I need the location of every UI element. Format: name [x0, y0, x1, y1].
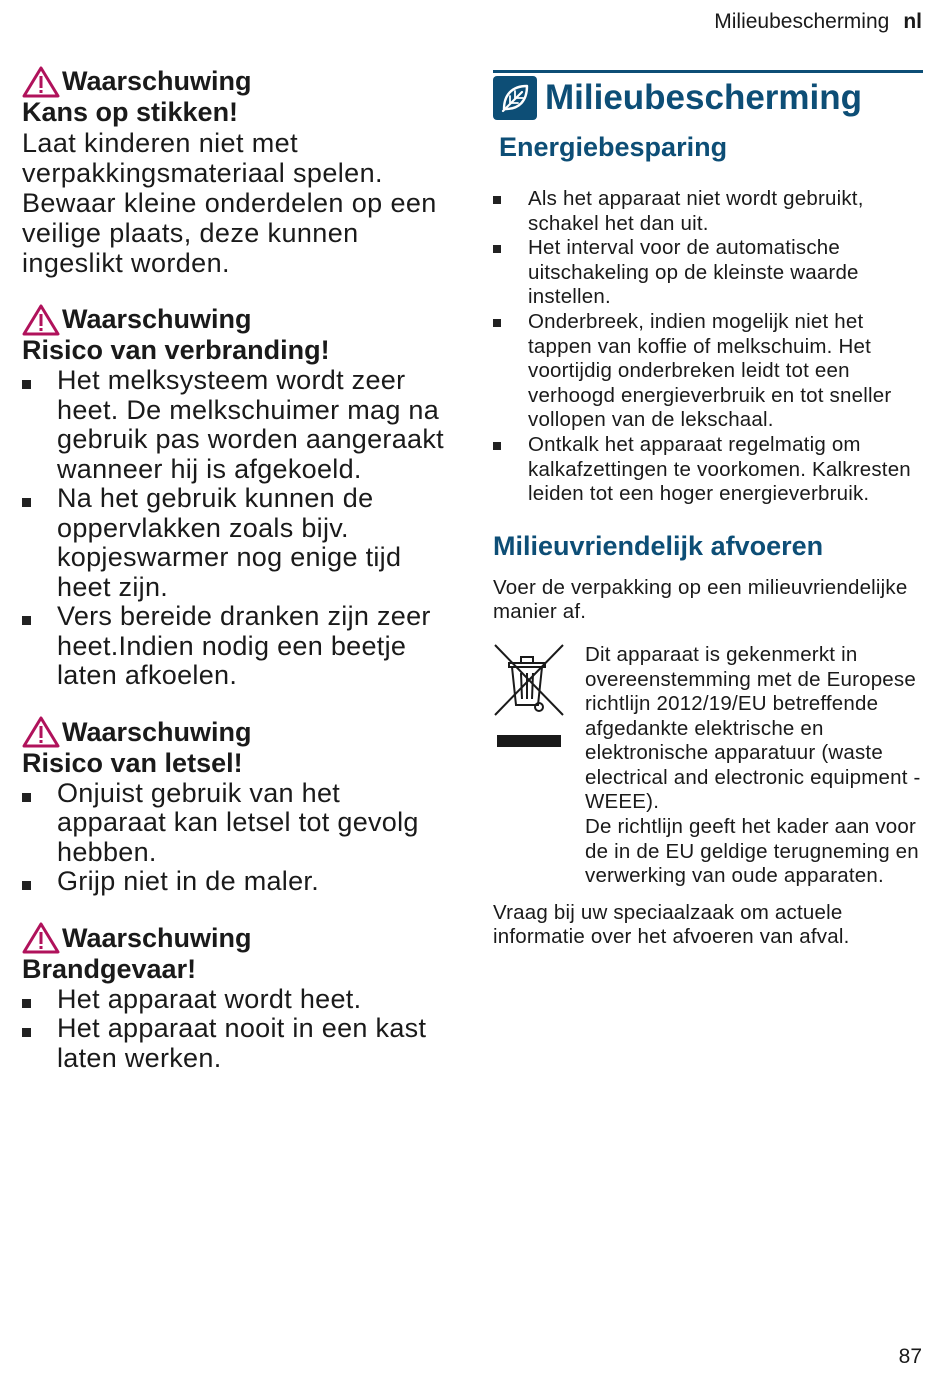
header-section: Milieubescherming	[714, 10, 890, 33]
warning-list	[22, 985, 452, 1074]
section-rule	[493, 70, 923, 73]
page-header	[714, 10, 922, 34]
warning-subtitle: Kans op stikken!	[22, 97, 239, 127]
header-lang: nl	[903, 10, 922, 33]
environment-column	[493, 70, 923, 950]
list-item: Onderbreek, indien mogelijk niet het tappen van koffie of melkschuim. Het voortijdig onderbreken leidt tot een verhoogd energieverbruik en tot sneller vollopen van de lekschaal.	[493, 310, 923, 433]
warning-subtitle: Risico van letsel!	[22, 747, 243, 778]
weee-paragraph: De richtlijn geeft het kader aan voor de in de EU geldige terugneming en verwerking van oude apparaten.	[585, 815, 919, 888]
energy-list	[493, 187, 923, 507]
warning-title: Waarschuwing	[22, 923, 452, 954]
warning-triangle-icon	[22, 304, 60, 336]
warning-block-fire	[22, 923, 452, 1074]
warning-title: Waarschuwing	[22, 304, 452, 335]
list-item: Als het apparaat niet wordt gebruikt, schakel het dan uit.	[493, 187, 923, 236]
warning-block-burn	[22, 304, 452, 691]
disposal-title: Milieuvriendelijk afvoeren	[493, 530, 824, 561]
warning-list	[22, 779, 452, 897]
section-title: Milieubescherming	[545, 78, 863, 117]
list-item: Grijp niet in de maler.	[22, 867, 452, 897]
weee-paragraph: Dit apparaat is gekenmerkt in overeenstemming met de Europese richtlijn 2012/19/EU betreffende afgedankte elektrische en elektronische apparatuur (waste electrical and electronic equipment - WEEE).	[585, 642, 921, 814]
list-item: Ontkalk het apparaat regelmatig om kalkafzettingen te voorkomen. Kalkresten leiden tot een hoger energieverbruik.	[493, 433, 923, 507]
warning-subtitle: Risico van verbranding!	[22, 335, 330, 365]
weee-block	[493, 643, 923, 889]
list-item: Onjuist gebruik van het apparaat kan letsel tot gevolg hebben.	[22, 779, 452, 868]
warning-triangle-icon	[22, 716, 60, 748]
warning-title: Waarschuwing	[22, 717, 452, 748]
disposal-intro: Voer de verpakking op een milieuvriendelijke manier af.	[493, 575, 908, 624]
list-item: Het apparaat nooit in een kast laten werken.	[22, 1014, 452, 1073]
list-item: Het melksysteem wordt zeer heet. De melkschuimer mag na gebruik pas worden aangeraakt wanneer hij is afgekoeld.	[22, 366, 452, 484]
warning-triangle-icon	[22, 66, 60, 98]
warning-text: Laat kinderen niet met verpakkingsmateriaal spelen. Bewaar kleine onderdelen op een veilige plaats, deze kunnen ingeslikt worden.	[22, 128, 437, 278]
list-item: Het apparaat wordt heet.	[22, 985, 452, 1015]
list-item: Na het gebruik kunnen de oppervlakken zoals bijv. kopjeswarmer nog enige tijd heet zijn.	[22, 484, 452, 602]
warning-subtitle: Brandgevaar!	[22, 953, 197, 984]
page-number: 87	[898, 1345, 922, 1368]
list-item: Het interval voor de automatische uitschakeling op de kleinste waarde instellen.	[493, 236, 923, 310]
leaf-icon	[493, 76, 537, 120]
energy-title: Energiebesparing	[499, 132, 728, 162]
section-header	[493, 76, 923, 120]
warning-title: Waarschuwing	[22, 66, 452, 97]
warning-block-choking	[22, 66, 452, 278]
warnings-column	[22, 66, 452, 1099]
warning-triangle-icon	[22, 922, 60, 954]
crossed-bin-icon	[493, 643, 565, 889]
disposal-outro: Vraag bij uw speciaalzaak om actuele informatie over het afvoeren van afval.	[493, 900, 850, 949]
list-item: Vers bereide dranken zijn zeer heet.Indien nodig een beetje laten afkoelen.	[22, 602, 452, 691]
warning-list	[22, 366, 452, 691]
weee-text	[585, 643, 923, 889]
warning-block-injury	[22, 717, 452, 897]
